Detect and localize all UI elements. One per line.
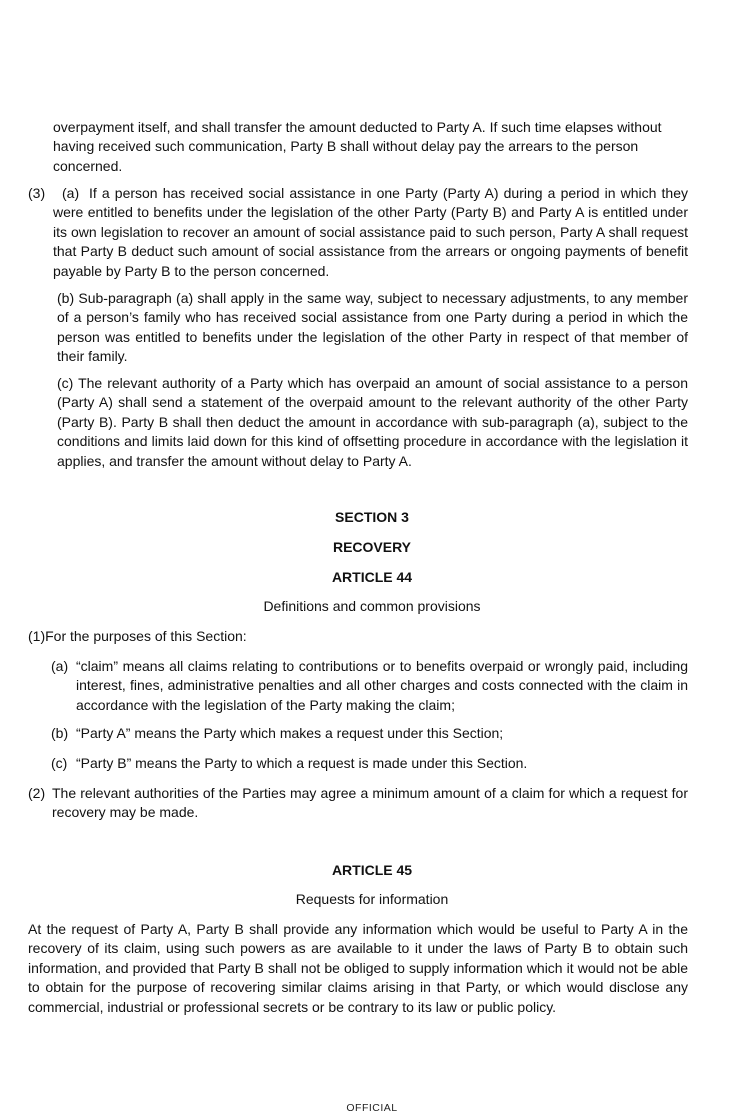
definition-a-text: “claim” means all claims relating to contributions or to benefits overpaid or wrongly paid, including interest, fines, administrative penalties and all other charges and costs connected with the claim in accordance with the legislation of the Party making the claim; <box>76 658 688 713</box>
paragraph-3c-text: (c) The relevant authority of a Party which has overpaid an amount of social assistance to a person (Party A) shall send a statement of the overpaid amount to the relevant authority of the other Party (Party B). Party B shall then deduct the amount in accordance with sub-paragraph (a), subject to the conditions and limits laid down for this kind of offsetting procedure in accordance with the legislation it applies, and transfer the amount without delay to Party A. <box>57 375 688 469</box>
footer-classification: OFFICIAL <box>346 1102 398 1114</box>
paragraph-3a-text: If a person has received social assistance in one Party (Party A) during a period in which they were entitled to benefits under the legislation of the other Party (Party B) and Party A is entitled under its own legislation to recover an amount of social assistance paid to such person, Party A shall request that Party B deduct such amount of social assistance from the arrears or ongoing payments of benefit payable by Party B to the person concerned. <box>53 185 688 279</box>
definition-b-text: “Party A” means the Party which makes a request under this Section; <box>76 725 504 741</box>
paragraph-3a-label: (a) <box>62 185 80 201</box>
article-44-subtitle: Definitions and common provisions <box>263 598 481 614</box>
definition-b-label: (b) <box>51 725 69 741</box>
section-title: RECOVERY <box>332 539 412 555</box>
article-45-text: At the request of Party A, Party B shall provide any information which would be useful to Party A in the recovery of its claim, using such powers as are available to it under the laws of Party B to obtain such information, and provided that Party B shall not be obliged to supply information which it would not be able to obtain for the purpose of recovering similar claims arising in that Party, or which would disclose any commercial, industrial or professional secrets or be contrary to its law or public policy. <box>28 921 688 1015</box>
article-44-paragraph-2-text: The relevant authorities of the Parties may agree a minimum amount of a claim for which a request for recovery may be made. <box>52 785 688 821</box>
definition-a-label: (a) <box>51 658 69 674</box>
paragraph-3-number: (3) <box>28 185 46 201</box>
continuation-paragraph: overpayment itself, and shall transfer the amount deducted to Party A. If such time elapses without having received such communication, Party B shall without delay pay the arrears to the person concerned. <box>53 119 662 174</box>
section-heading: SECTION 3 <box>335 509 409 525</box>
article-44-paragraph-2-number: (2) <box>28 785 46 801</box>
definition-c-label: (c) <box>51 755 68 771</box>
paragraph-3b-text: (b) Sub-paragraph (a) shall apply in the same way, subject to necessary adjustments, to any member of a person’s family who has received social assistance from one Party during a period in which the person was entitled to benefits under the legislation of the other Party in respect of that member of their family. <box>57 290 688 365</box>
article-44-paragraph-1-intro: (1)For the purposes of this Section: <box>28 628 247 644</box>
article-44-heading: ARTICLE 44 <box>331 569 413 585</box>
definition-c-text: “Party B” means the Party to which a request is made under this Section. <box>76 755 528 771</box>
article-45-subtitle: Requests for information <box>295 891 449 907</box>
article-45-heading: ARTICLE 45 <box>331 862 413 878</box>
